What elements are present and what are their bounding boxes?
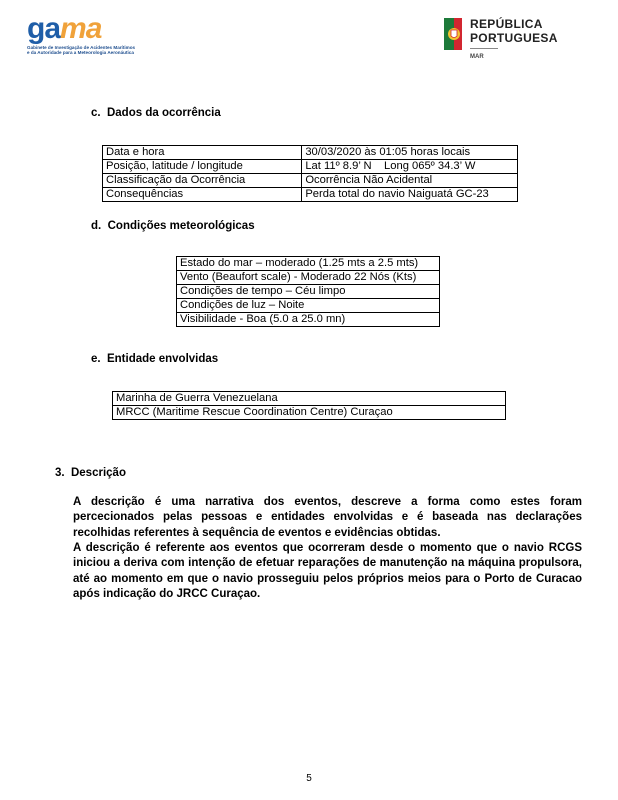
coat-of-arms-icon <box>442 16 464 52</box>
republica-logo-line2: PORTUGUESA <box>470 31 558 45</box>
weather-condition: Estado do mar – moderado (1.25 mts a 2.5 mts) <box>177 257 440 271</box>
occurrence-label: Posição, latitude / longitude <box>103 160 302 174</box>
gama-logo-subtitle-line1: Gabinete de Investigação de Acidentes Marítimos <box>27 45 136 50</box>
occurrence-label: Data e hora <box>103 146 302 160</box>
entities-table <box>112 391 506 420</box>
table-row <box>103 188 518 202</box>
occurrence-label: Classificação da Ocorrência <box>103 174 302 188</box>
section-3-title: Descrição <box>70 467 126 479</box>
weather-condition: Visibilidade - Boa (5.0 a 25.0 mn) <box>177 313 440 327</box>
gama-logo <box>27 14 172 66</box>
table-row <box>103 174 518 188</box>
table-row <box>177 313 440 327</box>
table-row <box>113 406 506 420</box>
occurrence-value: 30/03/2020 às 01:05 horas locais <box>302 146 518 160</box>
table-row <box>113 392 506 406</box>
page-number: 5 <box>306 773 312 784</box>
gama-logo-word-part2: ma <box>60 12 102 45</box>
section-d-title: Condições meteorológicas <box>107 220 255 232</box>
republica-logo-line1: REPÚBLICA <box>470 17 543 31</box>
entity-name: MRCC (Maritime Rescue Coordination Centre) Curaçao <box>113 406 506 420</box>
logo-divider <box>470 48 498 49</box>
occurrence-value: Lat 11º 8.9’ N Long 065º 34.3’ W <box>302 160 518 174</box>
gama-logo-word-part1: ga <box>27 12 61 45</box>
section-c-title: Dados da ocorrência <box>106 107 221 119</box>
table-row <box>177 271 440 285</box>
republica-logo-line3: MAR <box>470 54 484 60</box>
weather-conditions-table <box>176 256 440 327</box>
section-e-title: Entidade envolvidas <box>106 353 219 365</box>
section-c-heading <box>91 107 221 119</box>
republica-portuguesa-logo <box>442 14 582 66</box>
weather-condition: Condições de luz – Noite <box>177 299 440 313</box>
section-e-marker: e. <box>91 353 101 365</box>
section-d-heading <box>91 220 255 232</box>
occurrence-data-table <box>102 145 518 202</box>
description-paragraph-1: A descrição é uma narrativa dos eventos, descreve a forma como estes foram percecionados pelas pessoas e entidades envolvidas e é baseada nas declarações recolhidas referentes à sequência de eventos e evidências obtidas. <box>73 496 582 539</box>
table-row <box>177 257 440 271</box>
table-row <box>177 285 440 299</box>
table-row <box>103 146 518 160</box>
gama-logo-subtitle-line2: e da Autoridade para a Meteorologia Aeronáutica <box>27 50 134 56</box>
occurrence-value: Ocorrência Não Acidental <box>302 174 518 188</box>
section-d-marker: d. <box>91 220 102 232</box>
occurrence-value: Perda total do navio Naiguatá GC-23 <box>302 188 518 202</box>
table-row <box>177 299 440 313</box>
section-e-heading <box>91 353 218 365</box>
table-row <box>103 160 518 174</box>
weather-condition: Vento (Beaufort scale) - Moderado 22 Nós (Kts) <box>177 271 440 285</box>
section-c-marker: c. <box>91 107 101 119</box>
section-3-number: 3. <box>55 467 65 479</box>
description-paragraph-2: A descrição é referente aos eventos que ocorreram desde o momento que o navio RCGS iniciou a deriva com intenção de efetuar reparações de manutenção na máquina propulsora, até ao momento em que o navio prosseguiu pelos próprios meios para o Porto de Curacao após indicação do JRCC Curaçao. <box>73 542 582 600</box>
weather-condition: Condições de tempo – Céu limpo <box>177 285 440 299</box>
section-3-heading <box>55 467 126 479</box>
occurrence-label: Consequências <box>103 188 302 202</box>
entity-name: Marinha de Guerra Venezuelana <box>113 392 506 406</box>
